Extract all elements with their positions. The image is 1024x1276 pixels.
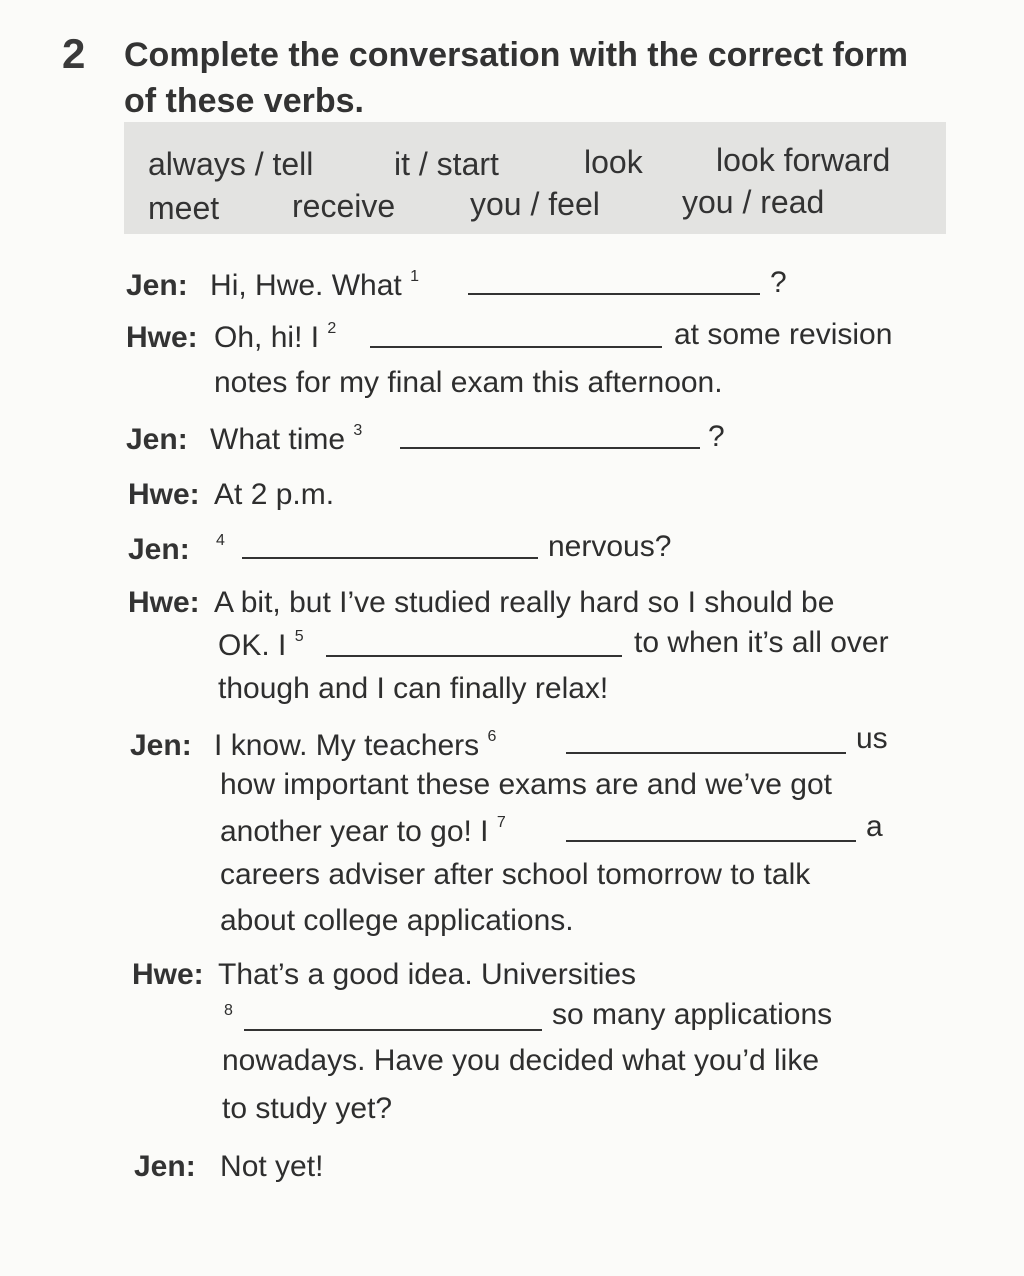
line-text: At 2 p.m. <box>214 478 335 511</box>
line-text: notes for my final exam this afternoon. <box>214 366 723 399</box>
word-receive: receive <box>292 188 396 224</box>
line-text: I know. My teachers <box>214 729 480 762</box>
answer-blank-3[interactable] <box>400 447 700 449</box>
line-text: us <box>856 722 888 755</box>
line-text: how important these exams are and we’ve got <box>220 768 832 801</box>
speaker-jen: Jen: <box>134 1150 196 1183</box>
dialogue-line <box>134 1150 323 1184</box>
line-text: Not yet! <box>220 1150 324 1183</box>
word-you-read: you / read <box>682 184 825 220</box>
line-text: A bit, but I’ve studied really hard so I should be <box>214 586 835 619</box>
speaker-jen: Jen: <box>126 269 188 302</box>
answer-blank-8[interactable] <box>244 1029 542 1031</box>
dialogue-line <box>132 958 636 992</box>
answer-blank-1[interactable] <box>468 293 760 295</box>
line-text: nervous? <box>548 530 672 563</box>
line-text: to study yet? <box>222 1092 393 1125</box>
line-text: careers adviser after school tomorrow to talk <box>220 858 811 891</box>
blank-number: 6 <box>487 728 497 745</box>
line-text: ? <box>708 420 725 453</box>
dialogue-line <box>126 320 336 355</box>
blank-number: 2 <box>327 320 337 337</box>
line-text: That’s a good idea. Universities <box>218 958 637 991</box>
answer-blank-4[interactable] <box>242 557 538 559</box>
blank-number: 7 <box>496 814 506 831</box>
line-text: another year to go! I <box>220 815 489 848</box>
word-it-start: it / start <box>394 146 499 182</box>
word-look-forward: look forward <box>716 142 891 178</box>
speaker-jen: Jen: <box>128 533 190 566</box>
dialogue-line <box>126 422 362 457</box>
line-text: so many applications <box>552 998 833 1031</box>
blank-number: 8 <box>224 1002 233 1019</box>
line-text: What time <box>210 423 346 456</box>
dialogue-line <box>128 586 834 620</box>
speaker-hwe: Hwe: <box>128 586 200 619</box>
line-text: ? <box>770 266 787 299</box>
line-text: Oh, hi! I <box>214 321 320 354</box>
word-always-tell: always / tell <box>148 146 314 182</box>
line-text: Hi, Hwe. What <box>210 269 402 302</box>
word-meet: meet <box>148 190 220 226</box>
blank-number: 3 <box>353 422 363 439</box>
line-text: to when it’s all over <box>634 626 889 659</box>
exercise-number: 2 <box>62 30 86 77</box>
dialogue-line <box>130 728 496 763</box>
line-text: OK. I <box>218 629 287 662</box>
dialogue-line <box>126 268 419 303</box>
dialogue-line <box>224 1002 233 1037</box>
blank-number: 5 <box>294 628 304 645</box>
speaker-hwe: Hwe: <box>132 958 204 991</box>
word-look: look <box>584 144 643 180</box>
dialogue-line <box>128 478 334 512</box>
line-text: nowadays. Have you decided what you’d like <box>222 1044 820 1077</box>
speaker-jen: Jen: <box>130 729 192 762</box>
speaker-hwe: Hwe: <box>126 321 198 354</box>
blank-number: 4 <box>216 532 225 549</box>
dialogue-line <box>220 814 506 849</box>
speaker-hwe: Hwe: <box>128 478 200 511</box>
answer-blank-2[interactable] <box>370 346 662 348</box>
blank-number: 1 <box>410 268 419 285</box>
word-you-feel: you / feel <box>470 186 600 222</box>
instruction <box>124 32 964 124</box>
dialogue-line <box>128 532 225 567</box>
line-text: about college applications. <box>220 904 574 937</box>
answer-blank-5[interactable] <box>326 655 622 657</box>
instruction-line-2: of these verbs. <box>124 82 364 120</box>
dialogue-line <box>218 628 304 663</box>
answer-blank-7[interactable] <box>566 840 856 842</box>
answer-blank-6[interactable] <box>566 752 846 754</box>
instruction-line-1: Complete the conversation with the correct form <box>124 36 909 74</box>
word-box <box>124 122 946 234</box>
speaker-jen: Jen: <box>126 423 188 456</box>
line-text: though and I can finally relax! <box>218 672 609 705</box>
line-text: a <box>866 810 883 843</box>
line-text: at some revision <box>674 318 893 351</box>
